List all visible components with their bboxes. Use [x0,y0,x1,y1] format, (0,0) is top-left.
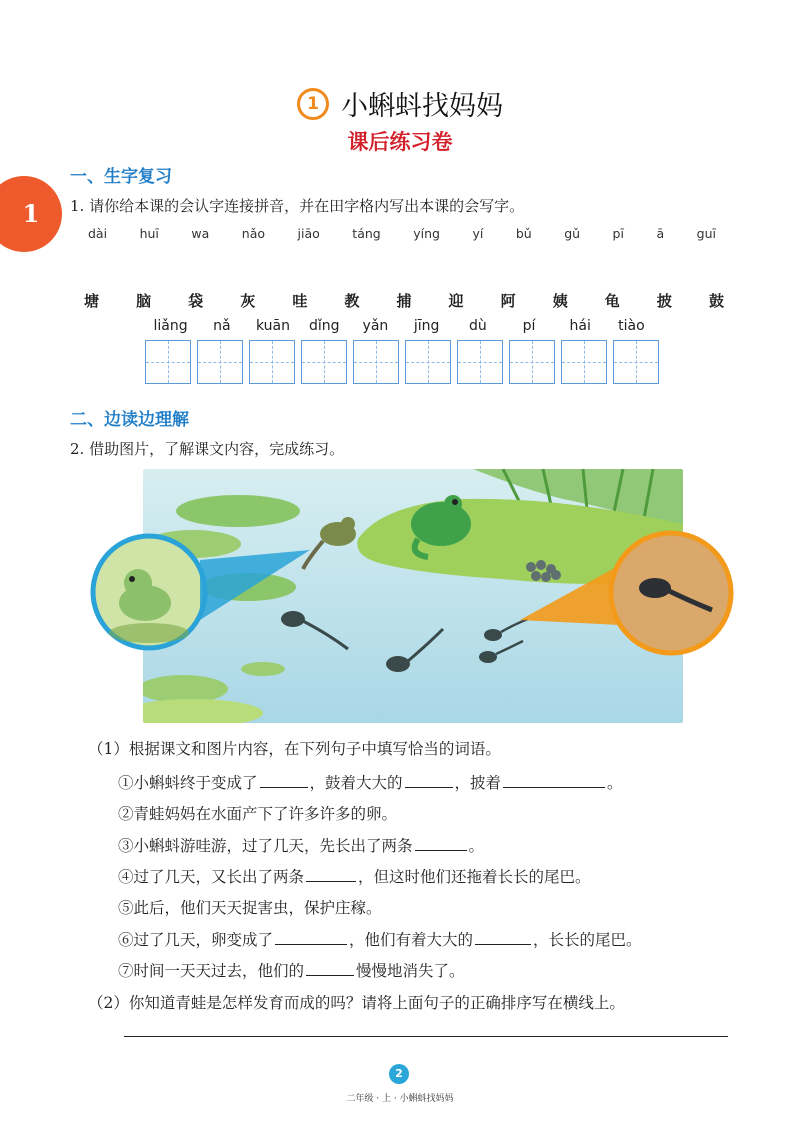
pinyin-item[interactable]: yí [472,226,484,241]
character-item[interactable]: 迎 [448,292,464,310]
pinyin-item[interactable]: táng [352,226,381,241]
sentence-text: ，披着 [454,774,502,792]
character-item[interactable]: 塘 [84,292,100,310]
character-item[interactable]: 鼓 [708,292,724,310]
sentence-text: ①小蝌蚪终于变成了 [118,774,258,792]
page-number: 2 [389,1064,409,1084]
sentence-7 [118,959,465,981]
writing-pinyin: dù [468,318,487,334]
writing-pinyin: tiào [618,318,645,334]
character-item[interactable]: 袋 [188,292,204,310]
pinyin-item[interactable]: nǎo [241,226,266,241]
section-heading-1: 一、生字复习 [70,167,172,187]
question-2: 2. 借助图片，了解课文内容，完成练习。 [70,440,345,458]
sentence-text: ⑦时间一天天过去，他们的 [118,962,305,980]
pinyin-item[interactable]: yíng [413,226,440,241]
page-subtitle: 课后练习卷 [347,129,453,154]
tianzige-box[interactable] [613,340,659,384]
tianzige-box[interactable] [509,340,555,384]
fill-blank[interactable] [405,772,453,788]
tianzige-box[interactable] [145,340,191,384]
fill-blank[interactable] [475,929,531,945]
character-item[interactable]: 教 [344,292,360,310]
sentence-text: ，鼓着大大的 [309,774,403,792]
character-item[interactable]: 姨 [552,292,568,310]
sentence-text: 。 [607,774,623,792]
fill-blank[interactable] [260,772,308,788]
sentence-6 [118,928,642,950]
character-item[interactable]: 捕 [396,292,412,310]
section-heading-2: 二、边读边理解 [70,410,189,430]
sub-question-1: （1）根据课文和图片内容，在下列句子中填写恰当的词语。 [88,740,501,758]
page-tab: 1 [0,176,62,252]
sentence-3 [118,834,484,856]
fill-blank[interactable] [503,772,605,788]
sentence-1 [118,771,623,793]
pinyin-item[interactable]: bǔ [515,226,532,241]
page-title: 小蝌蚪找妈妈 [341,91,503,122]
character-item[interactable]: 脑 [136,292,152,310]
sub-question-2: （2）你知道青蛙是怎样发育而成的吗？请将上面句子的正确排序写在横线上。 [88,994,625,1012]
fill-blank[interactable] [306,960,354,976]
character-row [84,290,724,311]
lesson-number-badge: 1 [297,88,329,120]
pinyin-item[interactable]: guī [696,226,716,241]
sentence-2: ②青蛙妈妈在水面产下了许多许多的卵。 [118,805,398,823]
tianzige-box[interactable] [249,340,295,384]
character-item[interactable]: 阿 [500,292,516,310]
tianzige-box[interactable] [197,340,243,384]
writing-pinyin: hái [569,318,591,334]
writing-pinyin: liǎng [153,318,188,334]
writing-pinyin: yǎn [362,318,389,334]
tianzige-box[interactable] [561,340,607,384]
writing-pinyin: pí [522,318,536,334]
writing-pinyin: dǐng [308,318,340,334]
pinyin-item[interactable]: ā [656,226,665,241]
callout-pointer-left [200,540,310,630]
sentence-text: 。 [468,837,485,855]
pinyin-item[interactable]: huī [139,226,159,241]
tianzige-box[interactable] [301,340,347,384]
tadpole-callout [607,530,735,656]
sentence-text: 慢慢地消失了。 [356,962,465,980]
fill-blank[interactable] [415,835,467,851]
pinyin-item[interactable]: dài [88,226,108,241]
pinyin-item[interactable]: gǔ [564,226,581,241]
fill-blank[interactable] [275,929,347,945]
froglet-callout [90,533,208,651]
fill-blank[interactable] [306,866,356,882]
sentence-text: ③小蝌蚪游哇游，过了几天，先长出了两条 [118,837,413,855]
sentence-text: ，他们有着大大的 [349,931,474,949]
writing-pinyin: jīng [413,318,440,334]
tianzige-box[interactable] [353,340,399,384]
character-item[interactable]: 灰 [240,292,256,310]
character-item[interactable]: 龟 [604,292,620,310]
footer-text: 二年级 · 上 · 小蝌蚪找妈妈 [346,1094,454,1104]
sentence-text: ④过了几天，又长出了两条 [118,868,305,886]
question-1: 1. 请你给本课的会认字连接拼音，并在田字格内写出本课的会写字。 [70,197,525,215]
writing-pinyin: kuān [256,318,291,334]
tianzige-row [145,340,665,384]
writing-pinyin-row [145,318,657,334]
sentence-text: ⑥过了几天，卵变成了 [118,931,274,949]
callout-pointer-right [520,565,620,625]
sentence-5: ⑤此后，他们天天捉害虫，保护庄稼。 [118,899,382,917]
pinyin-item[interactable]: jiāo [297,226,320,241]
character-item[interactable]: 披 [656,292,672,310]
pinyin-item[interactable]: pī [612,226,624,241]
tianzige-box[interactable] [405,340,451,384]
answer-line[interactable] [124,1036,728,1037]
pinyin-row [88,226,716,241]
sentence-text: ，长长的尾巴。 [533,931,642,949]
tianzige-box[interactable] [457,340,503,384]
title-row [0,84,800,123]
character-item[interactable]: 哇 [292,292,308,310]
sentence-4 [118,865,591,887]
writing-pinyin: nǎ [213,318,231,334]
pinyin-item[interactable]: wa [191,226,210,241]
sentence-text: ，但这时他们还拖着长长的尾巴。 [358,868,591,886]
